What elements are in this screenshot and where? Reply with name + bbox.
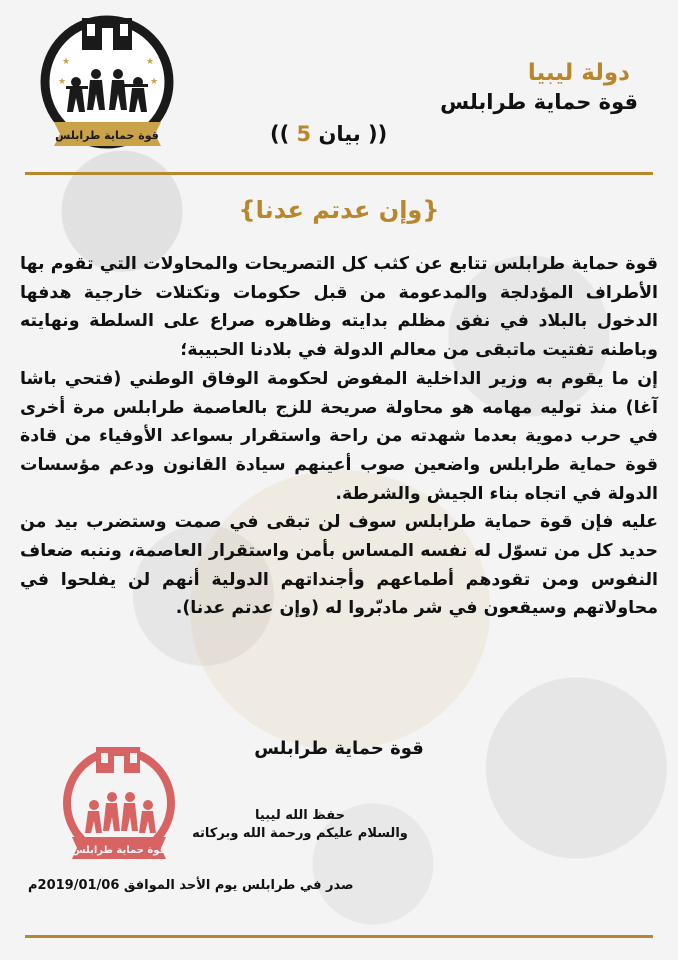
statement-number: (( بيان 5 )) [270,122,388,146]
issue-date: صدر في طرابلس يوم الأحد الموافق 2019/01/06م [28,878,354,893]
closing-greeting: والسلام عليكم ورحمة الله وبركاته [192,826,408,841]
force-name: قوة حماية طرابلس [440,90,638,114]
svg-text:قوة حماية طرابلس: قوة حماية طرابلس [55,129,159,142]
svg-text:★: ★ [62,57,71,67]
svg-text:★: ★ [150,77,159,87]
paragraph-1: قوة حماية طرابلس تتابع عن كثب كل التصريحات والمحاولات التي تقوم بها الأطراف المؤدلجة والمدعومة من قبل حكومات وتكتلات خارجية هدفها الدخول بالبلاد في نفق مظلم بدايته وظاهره صراع على السلطة ونهايته وباطنه تفتيت ماتبقى من معالم الدولة في بلادنا الحبيبة؛ [20,254,658,361]
svg-text:★: ★ [58,77,67,87]
divider-bottom [25,935,653,938]
paragraph-2: إن ما يقوم به وزير الداخلية المفوض لحكومة الوفاق الوطني (فتحي باشا آغا) منذ توليه مهامه هو محاولة صريحة للزج بالعاصمة طرابلس مرة أخرى في حرب دموية بعدما شهدته من راحة واستقرار بسواعد الأوفياء من قادة قوة حماية طرابلس واضعين صوب أعينهم سيادة القانون ودعم مؤسسات الدولة في اتجاه بناء الجيش والشرطة. [20,368,658,504]
svg-text:★: ★ [146,57,155,67]
state-name: دولة ليبيا [527,60,630,86]
paragraph-3: عليه فإن قوة حماية طرابلس سوف لن تبقى في صمت وستضرب بيد من حديد كل من تسوّل له نفسه المساس بأمن واستقرار العاصمة، وننبه ضعاف النفوس ومن تقودهم أطماعهم وأجنداتهم الدولية أنهم لن يفلحوا في محاولاتهم وسيقعون في شر مادبّروا له (وإن عدتم عدنا). [20,512,658,619]
signature: قوة حماية طرابلس [254,738,424,759]
svg-text:قوة حماية طرابلس: قوة حماية طرابلس [71,845,167,856]
statement-body [20,250,658,623]
statement-title: {وإن عدتم عدنا} [238,196,440,224]
divider-top [25,172,653,175]
force-logo [40,14,175,164]
closing-prayer: حفظ الله ليبيا [255,808,345,823]
